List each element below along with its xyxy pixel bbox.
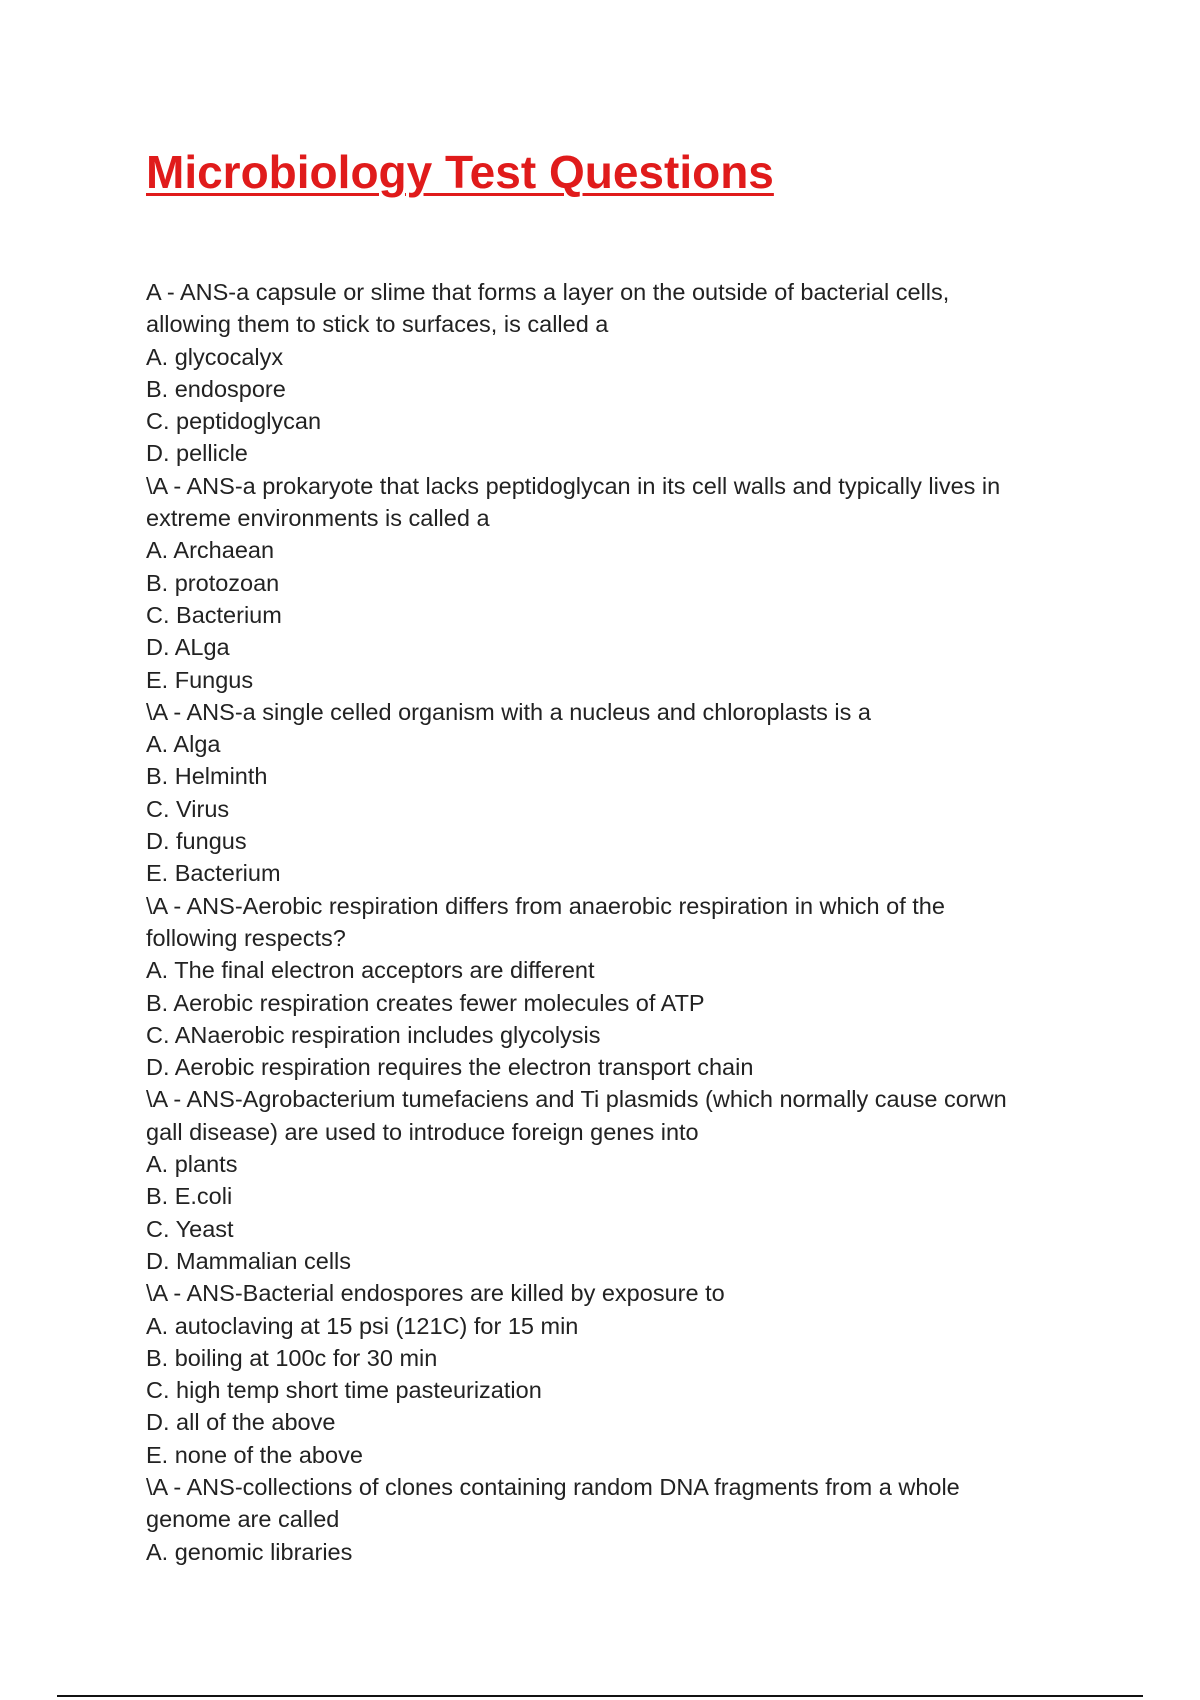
- text-line: C. Virus: [146, 795, 230, 822]
- text-line: A. Alga: [146, 731, 221, 758]
- text-line: D. ALga: [146, 634, 230, 661]
- text-line: gall disease) are used to introduce foreign genes into: [146, 1118, 699, 1145]
- text-line: \A - ANS-Agrobacterium tumefaciens and Ti plasmids (which normally cause corwn: [146, 1086, 1007, 1113]
- text-line: A. plants: [146, 1151, 238, 1178]
- text-line: B. E.coli: [146, 1183, 233, 1210]
- text-line: allowing them to stick to surfaces, is called a: [146, 311, 609, 338]
- text-line: extreme environments is called a: [146, 505, 490, 532]
- text-line: D. all of the above: [146, 1409, 336, 1436]
- text-line: A. The final electron acceptors are different: [146, 957, 595, 984]
- text-line: C. high temp short time pasteurization: [146, 1377, 542, 1404]
- text-line: \A - ANS-Aerobic respiration differs from anaerobic respiration in which of the: [146, 892, 945, 919]
- text-line: \A - ANS-a prokaryote that lacks peptidoglycan in its cell walls and typically lives in: [146, 472, 1001, 499]
- text-line: E. none of the above: [146, 1441, 363, 1468]
- text-line: C. ANaerobic respiration includes glycolysis: [146, 1021, 601, 1048]
- text-line: D. fungus: [146, 828, 247, 855]
- text-line: D. pellicle: [146, 440, 248, 467]
- text-line: E. Bacterium: [146, 860, 281, 887]
- text-line: B. boiling at 100c for 30 min: [146, 1344, 438, 1371]
- text-line: A. autoclaving at 15 psi (121C) for 15 min: [146, 1312, 579, 1339]
- text-line: B. protozoan: [146, 569, 280, 596]
- document-title: Microbiology Test Questions: [146, 146, 774, 198]
- text-line: D. Aerobic respiration requires the electron transport chain: [146, 1054, 754, 1081]
- text-line: A. glycocalyx: [146, 343, 284, 370]
- text-line: A - ANS-a capsule or slime that forms a layer on the outside of bacterial cells,: [146, 279, 950, 305]
- text-line: A. genomic libraries: [146, 1538, 353, 1565]
- text-line: A. Archaean: [146, 537, 275, 564]
- text-line: E. Fungus: [146, 666, 254, 693]
- text-line: C. Yeast: [146, 1215, 234, 1242]
- text-line: \A - ANS-collections of clones containing random DNA fragments from a whole: [146, 1473, 960, 1500]
- text-line: B. Helminth: [146, 763, 268, 790]
- text-line: B. Aerobic respiration creates fewer molecules of ATP: [146, 989, 705, 1016]
- page-bottom-rule: [57, 1695, 1143, 1697]
- text-line: genome are called: [146, 1506, 340, 1533]
- question-list: [146, 276, 1066, 1568]
- text-line: D. Mammalian cells: [146, 1247, 352, 1274]
- text-line: following respects?: [146, 924, 346, 951]
- text-line: C. peptidoglycan: [146, 408, 322, 435]
- text-line: C. Bacterium: [146, 601, 282, 628]
- text-line: \A - ANS-a single celled organism with a nucleus and chloroplasts is a: [146, 698, 871, 725]
- text-line: \A - ANS-Bacterial endospores are killed by exposure to: [146, 1280, 725, 1307]
- text-line: B. endospore: [146, 375, 286, 402]
